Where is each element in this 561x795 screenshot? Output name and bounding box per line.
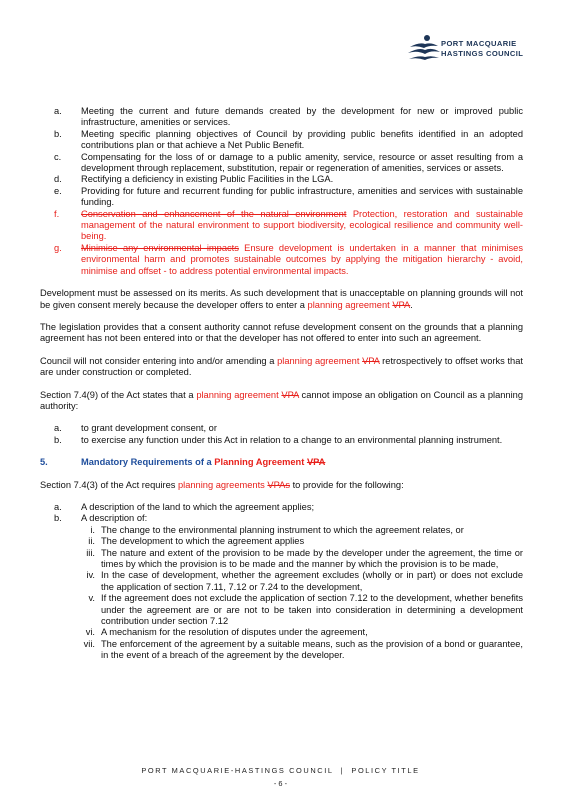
list-marker: b. bbox=[54, 128, 62, 139]
council-emblem-icon bbox=[407, 33, 441, 63]
list-text: Compensating for the loss of or damage to a public amenity, service, resource or asset resulting from a development through replacement, substitution, repair or regeneration of amenities, services or assets. bbox=[81, 151, 523, 174]
deleted-text: Minimise any environmental impacts bbox=[81, 242, 239, 253]
objectives-list bbox=[40, 106, 523, 277]
paragraph: Section 7.4(9) of the Act states that a planning agreement VPA cannot impose an obligation on Council as a planning authority: bbox=[40, 389, 523, 411]
sublist-item bbox=[40, 627, 523, 638]
page-number: - 6 - bbox=[273, 779, 288, 788]
list-marker: g. bbox=[54, 242, 62, 253]
list-marker: vi. bbox=[85, 627, 95, 638]
list-marker: a. bbox=[54, 106, 62, 116]
logo-line2: HASTINGS COUNCIL bbox=[441, 49, 524, 58]
sublist-item bbox=[40, 593, 523, 627]
list-item-revised bbox=[40, 243, 523, 277]
list-text: In the case of development, whether the agreement excludes (wholly or in part) or does not exclude the application of section 7.11, 7.12 or 7.24 to the development, bbox=[101, 570, 523, 592]
inserted-text: planning agreement bbox=[277, 355, 360, 366]
list-marker: d. bbox=[54, 174, 62, 185]
inserted-text: planning agreement bbox=[196, 389, 279, 400]
list-marker: a. bbox=[54, 423, 62, 434]
list-text: Rectifying a deficiency in existing Public Facilities in the LGA. bbox=[81, 174, 334, 185]
list-marker: v. bbox=[88, 593, 95, 604]
deleted-text: Conservation and enhancement of the natural environment bbox=[81, 208, 347, 219]
logo-line1: PORT MACQUARIE bbox=[441, 39, 517, 48]
list-marker: b. bbox=[54, 434, 62, 445]
list-text: A mechanism for the resolution of disputes under the agreement, bbox=[101, 627, 368, 638]
sublist-item bbox=[40, 639, 523, 662]
inserted-text: planning agreement bbox=[307, 299, 390, 310]
list-text: Meeting specific planning objectives of Council by providing public benefits identified in an adopted contributions plan or that achieve a Net Public Benefit. bbox=[81, 128, 523, 151]
sublist-item bbox=[40, 525, 523, 536]
deleted-text: VPA bbox=[281, 389, 299, 400]
list-text: The development to which the agreement applies bbox=[101, 536, 305, 547]
list-item-revised bbox=[40, 209, 523, 243]
deleted-text: VPA bbox=[392, 299, 411, 310]
sublist-item bbox=[40, 536, 523, 547]
inserted-text: Ensure development is undertaken in a manner that minimises environmental harm and promotes sustainable outcomes by applying the mitigation hierarchy - avoid, minimise and offset - to address potential environmental impacts. bbox=[81, 242, 524, 276]
list-marker: a. bbox=[54, 501, 62, 512]
list-item bbox=[40, 435, 523, 446]
paragraph: Development must be assessed on its merits. As such development that is unacceptable on planning grounds will not be given consent merely because the developer offers to enter a planning agreement VPA. bbox=[40, 288, 523, 310]
paragraph: The legislation provides that a consent authority cannot refuse development consent on the grounds that a planning agreement has not been entered into or that the developer has not offered to enter into such an agreement. bbox=[40, 321, 523, 344]
list-item bbox=[40, 174, 523, 185]
council-logo bbox=[407, 33, 527, 69]
list-text: Meeting the current and future demands created by the development for new or improved public infrastructure, amenities or services. bbox=[81, 106, 523, 128]
list-text: A description of: bbox=[81, 513, 148, 524]
list-marker: ii. bbox=[88, 536, 95, 547]
list-marker: c. bbox=[54, 151, 62, 162]
list-marker: e. bbox=[54, 185, 62, 196]
inserted-text: planning agreements bbox=[177, 479, 265, 490]
requirements-sublist bbox=[40, 525, 523, 662]
sublist-item bbox=[40, 548, 523, 571]
requirements-list bbox=[40, 502, 523, 525]
list-item bbox=[40, 106, 523, 129]
list-marker: iv. bbox=[86, 570, 95, 581]
obligations-list bbox=[40, 423, 523, 446]
inserted-text: Protection, restoration and sustainable management of the natural environment to support biodiversity, ecological resilience and community well-being. bbox=[81, 208, 523, 242]
list-marker: iii. bbox=[86, 547, 95, 558]
list-marker: b. bbox=[54, 513, 62, 524]
list-marker: vii. bbox=[83, 638, 95, 649]
section-heading: 5. Mandatory Requirements of a Planning Agreement VPA bbox=[40, 457, 326, 468]
list-text: to exercise any function under this Act in relation to a change to an environmental planning instrument. bbox=[81, 434, 503, 445]
section-number: 5. bbox=[40, 457, 48, 468]
deleted-text: VPA bbox=[362, 355, 380, 366]
sublist-item bbox=[40, 570, 523, 593]
list-marker: f. bbox=[54, 208, 60, 219]
document-body bbox=[40, 106, 523, 662]
inserted-text: Planning Agreement bbox=[214, 457, 305, 468]
list-item bbox=[40, 129, 523, 152]
list-item bbox=[40, 423, 523, 434]
list-text: The nature and extent of the provision to be made by the developer under the agreement, the time or times by which the provision is to be made and the manner by which the provision is to be made, bbox=[101, 547, 523, 569]
list-text: The change to the environmental planning instrument to which the agreement relates, or bbox=[101, 524, 464, 535]
page-footer: PORT MACQUARIE-HASTINGS COUNCIL | POLICY TITLE bbox=[141, 766, 420, 775]
paragraph: Council will not consider entering into and/or amending a planning agreement VPA retrospectively to offset works that are under construction or completed. bbox=[40, 355, 523, 378]
list-text: Providing for future and recurrent funding for public infrastructure, amenities and services with sustainable funding. bbox=[81, 185, 523, 208]
deleted-text: VPA bbox=[306, 457, 326, 468]
list-text: The enforcement of the agreement by a suitable means, such as the provision of a bond or guarantee, in the event of a breach of the agreement by the developer. bbox=[101, 638, 523, 661]
list-text: If the agreement does not exclude the application of section 7.12 to the development, whether benefits under the agreement are or are not to be taken into consideration in determining a development contribution under section 7.12 bbox=[101, 593, 523, 627]
list-item bbox=[40, 186, 523, 209]
list-item bbox=[40, 502, 523, 513]
list-marker: i. bbox=[90, 524, 95, 535]
paragraph: Section 7.4(3) of the Act requires planning agreements VPAs to provide for the following: bbox=[40, 479, 404, 490]
list-text: to grant development consent, or bbox=[81, 423, 217, 434]
list-item bbox=[40, 513, 523, 524]
list-text: A description of the land to which the agreement applies; bbox=[81, 501, 315, 512]
list-item bbox=[40, 152, 523, 175]
deleted-text: VPAs bbox=[267, 479, 290, 490]
